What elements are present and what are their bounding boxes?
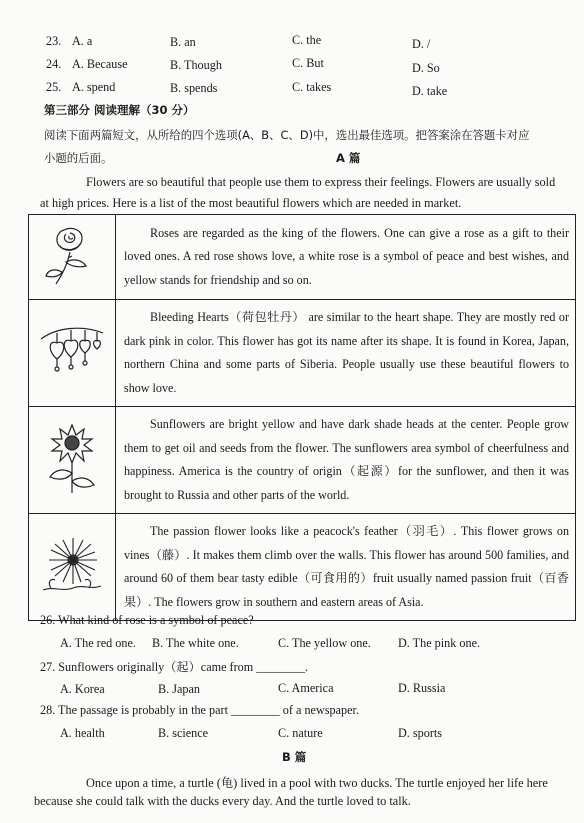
- flower-row-passion-flower: [29, 514, 576, 621]
- flower-picture-cell: [29, 514, 116, 621]
- option-a: A. The red one.: [60, 636, 136, 650]
- option-d: D. /: [412, 37, 431, 51]
- flowers-table: [28, 214, 576, 621]
- flower-row-sunflower: [29, 407, 576, 514]
- option-a: A. Because: [72, 57, 128, 71]
- option-a: A. spend: [72, 80, 116, 94]
- question-stem: 26. What kind of rose is a symbol of peace?: [40, 613, 254, 627]
- option-b: B. The white one.: [152, 636, 239, 650]
- option-d: D. Russia: [398, 681, 446, 695]
- option-a: A. a: [72, 34, 93, 48]
- passion-flower-icon: [39, 530, 105, 600]
- option-c: C. The yellow one.: [278, 636, 371, 650]
- flower-text: The passion flower looks like a peacock's feather（羽毛）. This flower grows on vines（藤）. It makes them climb over the walls. This flower has around 500 families, and around 60 of them bear tasty edible（可食用的）fruit usually named passion fruit（百香果）. The flowers grow in southern and eastern areas of Asia.: [124, 524, 569, 609]
- bleeding-heart-icon: [37, 321, 107, 381]
- option-c: C. But: [292, 56, 324, 70]
- flower-row-rose: [29, 215, 576, 300]
- question-number: 24.: [46, 57, 62, 71]
- option-b: B. science: [158, 726, 209, 740]
- option-c: C. takes: [292, 80, 332, 94]
- option-a: A. Korea: [60, 682, 105, 696]
- question-stem: 27. Sunflowers originally（起）came from ________.: [40, 660, 309, 674]
- option-c: C. America: [278, 681, 334, 695]
- part-b-title: B 篇: [282, 750, 307, 764]
- question-number: 25.: [46, 80, 62, 94]
- flower-picture-cell: [29, 215, 116, 300]
- option-c: C. the: [292, 33, 322, 47]
- instructions-line-1: 阅读下面两篇短文，从所给的四个选项(A、B、C、D)中，选出最佳选项。把答案涂在答题卡对应: [44, 128, 530, 142]
- option-b: B. Japan: [158, 682, 200, 696]
- option-d: D. So: [412, 61, 440, 75]
- b-line-1: Once upon a time, a turtle (龟) lived in a pool with two ducks. The turtle enjoyed her life here: [86, 776, 548, 790]
- option-c: C. nature: [278, 726, 323, 740]
- b-line-2: because she could talk with the ducks every day. And the turtle loved to talk.: [34, 794, 411, 808]
- flower-text: Roses are regarded as the king of the flowers. One can give a rose as a gift to their loved ones. A red rose shows love, a white rose is a symbol of peace and best wishes, and yellow stands for friendship and so on.: [124, 225, 569, 287]
- sunflower-icon: [42, 421, 102, 495]
- option-d: D. sports: [398, 726, 443, 740]
- option-d: D. The pink one.: [398, 636, 481, 650]
- flower-description: [116, 514, 576, 621]
- flower-description: [116, 407, 576, 514]
- option-b: B. spends: [170, 81, 218, 95]
- question-stem: 28. The passage is probably in the part ________ of a newspaper.: [40, 703, 359, 717]
- intro-line-2: at high prices. Here is a list of the most beautiful flowers which are needed in market.: [40, 196, 462, 210]
- option-d: D. take: [412, 84, 448, 98]
- flower-text: Bleeding Hearts（荷包牡丹） are similar to the heart shape. They are mostly red or dark pink in color. This flower has got its name after its shape. It is found in Korea, Japan, northern China and some parts of Siberia. People usually use these beautiful flowers to show love.: [124, 310, 569, 395]
- flower-text: Sunflowers are bright yellow and have dark shade heads at the center. People grow them to get oil and seeds from the flower. The sunflowers area symbol of cheerfulness and happiness. America is the country of origin（起源）for the sunflower, and then it was brought to Russia and other parts of the world.: [124, 417, 569, 502]
- option-a: A. health: [60, 726, 105, 740]
- flower-row-bleeding-hearts: [29, 300, 576, 407]
- section-title: 第三部分 阅读理解（30 分）: [44, 103, 195, 117]
- rose-icon: [42, 222, 102, 288]
- flower-picture-cell: [29, 300, 116, 407]
- option-b: B. an: [170, 35, 196, 49]
- intro-line-1: Flowers are so beautiful that people use them to express their feelings. Flowers are usually sold: [86, 175, 556, 189]
- flower-picture-cell: [29, 407, 116, 514]
- option-b: B. Though: [170, 58, 222, 72]
- part-a-title: A 篇: [336, 151, 361, 165]
- flower-description: [116, 300, 576, 407]
- question-number: 23.: [46, 34, 62, 48]
- flower-description: [116, 215, 576, 300]
- instructions-line-2: 小题的后面。: [44, 151, 113, 165]
